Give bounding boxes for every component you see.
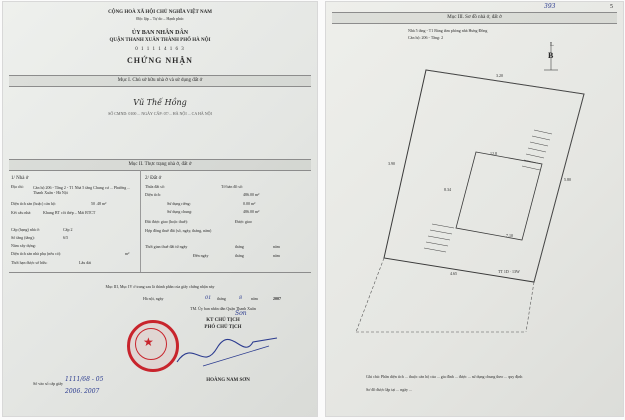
stair-block-lower [424, 224, 454, 252]
issue-date-place: Hà nội, ngày [143, 296, 164, 301]
issue-date-month-label: tháng [217, 296, 226, 301]
land-source-value: Được giao [235, 219, 252, 224]
lease-year-label: năm [273, 244, 280, 249]
certificate-plan-page [326, 2, 623, 416]
dimension-line-top [426, 70, 584, 94]
issue-date-month: 8 [239, 295, 243, 301]
certificate-serial: 0 1 1 1 1 4 1 6 3 [135, 47, 185, 52]
signer-title1: KT CHỦ TỊCH [206, 318, 240, 323]
address-value: Căn hộ 206 - Tầng 2 - T1 Nhà 5 tầng Chung cư ... Phường ... Thanh Xuân - Hà Nội [33, 185, 131, 195]
plan-dimension-2: 5.80 [564, 177, 571, 182]
page-number-handwritten: 393 [544, 3, 556, 10]
plan-dimension-6: 8.34 [444, 187, 451, 192]
build-year-label: Năm xây dựng: [11, 243, 36, 248]
issue-date-year: 2007 [273, 296, 281, 301]
register-label: Số vào sổ cấp giấy [33, 381, 63, 386]
lease-month2-label: tháng [235, 253, 244, 258]
issue-date-year-label: năm [251, 296, 258, 301]
own-use-value: 0.00 m² [243, 201, 256, 206]
structure-value: Khung BT cốt thép – Mái BTCT [43, 210, 96, 215]
page-corner-mark: 5 [610, 4, 613, 10]
owner-details: SỐ CMND: 0100 ... NGÀY CẤP: 07/... HÀ NỘI ... CA HÀ NỘI [108, 111, 212, 116]
shared-use-label: Sử dụng chung: [167, 209, 193, 214]
building-line: Nhà 5 tầng - T1 Bảng tầm phòng nhà Hưng Đồng [408, 28, 488, 33]
apartment-outline [456, 152, 542, 240]
extension-line-1 [356, 258, 384, 332]
lease-to-label: Đến ngày [193, 253, 209, 258]
apartment-line: Căn hộ: 206 - Tầng: 2 [408, 35, 444, 40]
extra-area-value: m² [125, 251, 130, 256]
plan-legend: Ghi chú: Phần diện tích ... thuộc căn hộ của ... gia đình ... được ... sử dụng chung theo ... quy định [366, 374, 523, 379]
road-label: TT 1D · 13W [498, 269, 520, 274]
land-area-value: 486.00 m² [243, 192, 260, 197]
national-header-line1: CỘNG HOÀ XÃ HỘI CHỦ NGHĨA VIỆT NAM [108, 10, 212, 15]
grade-label: Cấp (hạng) nhà ở: [11, 227, 40, 232]
national-header-line2: Độc lập – Tự do – Hạnh phúc [136, 16, 184, 21]
house-heading: 1/ Nhà ở [11, 176, 29, 181]
lease-term-label: Thời gian thuê đất từ ngày [145, 244, 188, 249]
own-use-label: Sử dụng riêng: [167, 201, 191, 206]
structure-label: Kết cấu nhà: [11, 210, 32, 215]
floor-area-value: 50 .48 m² [91, 201, 107, 206]
signature-scribble [173, 332, 283, 370]
certificate-front-page [3, 2, 317, 416]
plan-dimension-1: 3.20 [496, 73, 503, 78]
handwritten-signature-mark: Sơn [235, 310, 247, 317]
section2-bottom-rule [9, 272, 311, 273]
ownership-term-value: Lâu dài [79, 260, 92, 265]
seal-star-icon: ★ [143, 335, 154, 349]
plan-dimension-4: 3.90 [388, 161, 395, 166]
certificate-title: CHỨNG NHẬN [127, 56, 193, 65]
floors-label: Số tầng (tầng): [11, 235, 35, 240]
extra-area-label: Diện tích sàn nhà phụ (nếu có): [11, 251, 62, 256]
continuation-note: Mục III, Mục IV ở trang sau là thành phần của giấy chứng nhận này [105, 284, 215, 289]
floors-value: 6/5 [63, 235, 69, 240]
register-extra: 2006. 2007 [65, 388, 100, 395]
stair-block-upper [522, 130, 552, 170]
shared-use-value: 486.00 m² [243, 209, 260, 214]
owner-name: Vũ Thế Hồng [133, 98, 187, 107]
ownership-term-label: Thời hạn được sở hữu: [11, 260, 48, 265]
section3-heading: Mục III. Sơ đồ nhà ở, đất ở [332, 12, 617, 24]
signer-office: TM. Ủy ban nhân dân Quận Thanh Xuân [190, 306, 256, 311]
plan-dimension-3: 4.65 [450, 271, 457, 276]
issue-date-day: 01 [205, 295, 212, 301]
lease-contract-label: Hợp đồng thuê đất (số, ngày, tháng, năm) [145, 228, 212, 233]
map-sheet-label: Tờ bản đồ số: [221, 184, 244, 189]
register-number: 1111/68 - 05 [65, 376, 104, 383]
land-heading: 2/ Đất ở [145, 176, 162, 181]
lease-year2-label: năm [273, 253, 280, 258]
plan-dimension-5: 12.8 [490, 151, 497, 156]
grade-value: Cấp 2 [63, 227, 73, 232]
section1-heading: Mục I. Chủ sở hữu nhà ở và sử dụng đất ở [9, 75, 311, 87]
section2-heading: Mục II. Thực trạng nhà ở, đất ở [9, 159, 311, 171]
authority-line1: ỦY BAN NHÂN DÂN [131, 30, 189, 36]
floor-area-label: Diện tích sàn (hoặc) căn hộ: [11, 201, 56, 206]
plan-dimension-7: 7.10 [506, 233, 513, 238]
authority-line2: QUẬN THANH XUÂN THÀNH PHỐ HÀ NỘI [109, 38, 211, 43]
plot-no-label: Thửa đất số: [145, 184, 165, 189]
plan-meta: Sơ đồ được lập tại ... ngày ... [366, 387, 413, 392]
extension-line-2 [526, 282, 534, 332]
floor-plan-diagram [326, 2, 623, 416]
signer-name: HOÀNG NAM SƠN [206, 378, 250, 383]
section2-divider [140, 170, 141, 272]
lease-month-label: tháng [235, 244, 244, 249]
compass-north-label: B [548, 51, 554, 60]
land-area-label: Diện tích: [145, 192, 161, 197]
land-source-label: Đất được giao (hoặc thuê): [145, 219, 188, 224]
plot-outline [384, 70, 584, 282]
compass-mark: L [550, 42, 554, 48]
signer-title2: PHÓ CHỦ TỊCH [204, 325, 242, 330]
dimension-line-right [534, 94, 584, 282]
address-label: Địa chỉ: [11, 184, 24, 189]
